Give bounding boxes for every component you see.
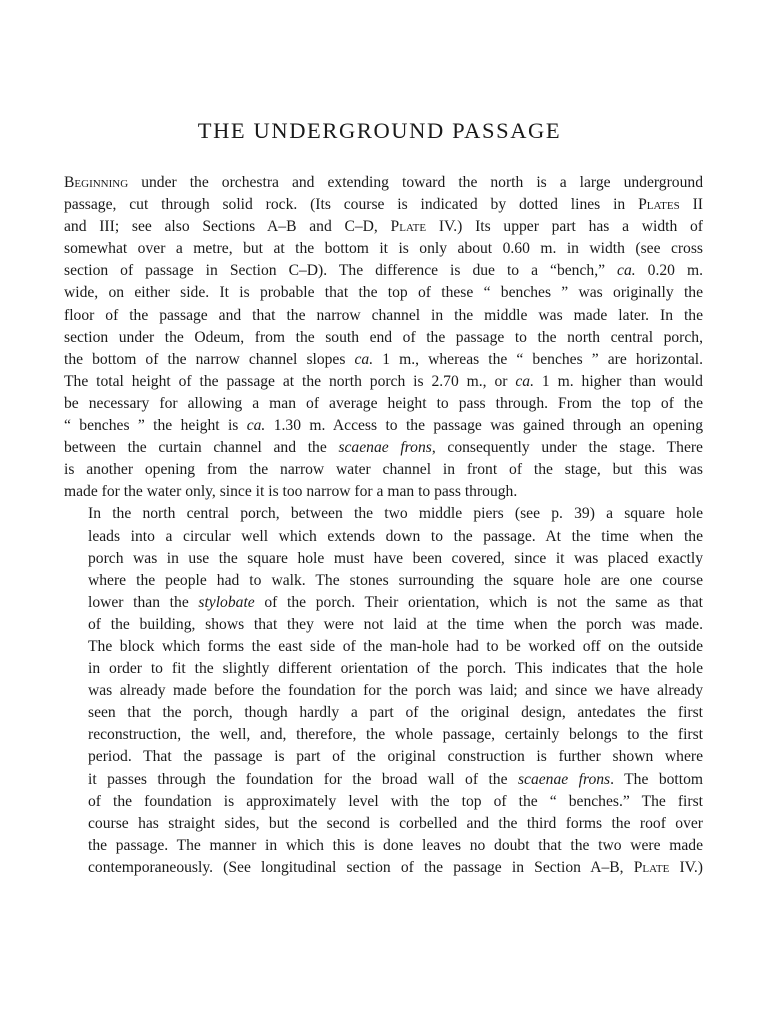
text-span: between the curtain channel and the <box>64 439 339 457</box>
text-line <box>64 769 703 791</box>
text-span: 0.20 m. <box>635 262 703 280</box>
text-span: the bottom of the narrow channel slopes <box>64 350 355 368</box>
text-line <box>64 791 703 813</box>
small-caps-word: Plate <box>633 858 670 876</box>
italic-word: ca. <box>354 350 374 368</box>
text-span: The block which forms the east side of the man-hole had to be worked off on the outside <box>88 637 703 655</box>
text-span: seen that the porch, though hardly a part of the original design, antedates the first <box>88 704 703 722</box>
text-line <box>64 459 703 481</box>
text-span: under the orchestra and extending toward the north is a large underground <box>128 174 703 191</box>
text-line <box>64 813 703 835</box>
text-span: of the foundation is approximately level with the top of the “ benches.” The first <box>88 792 703 810</box>
text-span: “ benches ” the height is <box>64 417 247 435</box>
page-title: THE UNDERGROUND PASSAGE <box>197 118 562 143</box>
text-span: The total height of the passage at the north porch is 2.70 m., or <box>64 372 516 390</box>
text-span: 1 m., whereas the “ benches ” are horizontal. <box>373 350 703 368</box>
text-line <box>64 349 703 371</box>
small-caps-word: Plates <box>638 196 680 214</box>
text-span: 1 m. higher than would <box>534 372 703 390</box>
text-span: floor of the passage and that the narrow channel in the middle was made later. In the <box>64 306 703 324</box>
text-line <box>64 702 703 724</box>
text-line <box>64 305 703 327</box>
text-line <box>64 194 703 216</box>
text-span: lower than the <box>88 593 199 611</box>
text-line <box>64 680 703 702</box>
text-span: where the people had to walk. The stones surrounding the square hole are one course <box>88 571 703 589</box>
text-line <box>64 526 703 548</box>
text-line <box>64 238 703 260</box>
text-line <box>64 282 703 304</box>
text-span: be necessary for allowing a man of average height to pass through. From the top of the <box>64 394 703 412</box>
text-span: 1.30 m. Access to the passage was gained through an opening <box>265 417 703 435</box>
text-span: leads into a circular well which extends down to the passage. At the time when the <box>88 527 703 545</box>
text-line <box>64 437 703 459</box>
text-line <box>64 393 703 415</box>
text-line <box>64 327 703 349</box>
text-span: the passage. The manner in which this is done leaves no doubt that the two were made <box>88 836 703 854</box>
text-line <box>64 658 703 680</box>
text-line <box>64 746 703 768</box>
text-span: made for the water only, since it is too narrow for a man to pass through. <box>64 483 518 501</box>
text-span: porch was in use the square hole must have been covered, since it was placed exactly <box>88 549 703 567</box>
text-span: was already made before the foundation for the porch was laid; and since we have already <box>88 682 703 700</box>
text-span: II <box>679 196 703 214</box>
italic-word: scaenae frons <box>338 439 432 457</box>
text-span: section of passage in Section C–D). The difference is due to a “bench,” <box>64 262 618 280</box>
text-span: of the building, shows that they were not laid at the time when the porch was made. <box>88 615 703 633</box>
text-line <box>64 614 703 636</box>
text-span: IV.) <box>669 858 703 876</box>
text-line <box>64 592 703 614</box>
text-line <box>64 216 703 238</box>
text-span: somewhat over a metre, but at the bottom it is only about 0.60 m. in width (see cross <box>64 240 703 258</box>
text-span: it passes through the foundation for the broad wall of the <box>88 770 518 788</box>
text-line <box>64 481 703 503</box>
text-line <box>64 724 703 746</box>
text-line <box>64 570 703 592</box>
text-line <box>64 172 703 194</box>
text-span: in order to fit the slightly different orientation of the porch. This indicates that the hole <box>88 660 703 678</box>
text-span: course has straight sides, but the second is corbelled and the third forms the roof over <box>88 814 703 832</box>
text-span: of the porch. Their orientation, which is not the same as that <box>254 593 703 611</box>
text-span: IV.) Its upper part has a width of <box>426 218 703 236</box>
italic-word: ca. <box>246 417 266 435</box>
italic-word: scaenae frons <box>517 770 611 788</box>
text-span: In the north central porch, between the two middle piers (see p. 39) a square hole <box>88 505 703 523</box>
italic-word: ca. <box>515 372 534 390</box>
text-span: passage, cut through solid rock. (Its course is indicated by dotted lines in <box>64 196 639 214</box>
text-span: , consequently under the stage. There <box>431 439 703 457</box>
text-line <box>64 415 703 437</box>
paragraph-1 <box>64 172 703 503</box>
text-line <box>64 503 703 525</box>
small-caps-word: Beginning <box>64 174 129 191</box>
text-span: contemporaneously. (See longitudinal section of the passage in Section A–B, <box>88 858 634 876</box>
text-span: section under the Odeum, from the south end of the passage to the north central porch, <box>64 328 703 346</box>
text-span: period. That the passage is part of the original construction is further shown where <box>88 748 703 766</box>
text-span: . The bottom <box>610 770 704 788</box>
italic-word: stylobate <box>198 593 255 611</box>
text-span: and III; see also Sections A–B and C–D, <box>64 218 391 236</box>
body-text <box>64 172 703 879</box>
text-line <box>64 636 703 658</box>
text-span: is another opening from the narrow water channel in front of the stage, but this was <box>64 461 703 479</box>
text-line <box>64 548 703 570</box>
italic-word: ca. <box>617 262 636 280</box>
text-span: reconstruction, the well, and, therefore, the whole passage, certainly belongs to the first <box>88 726 703 744</box>
text-line <box>64 260 703 282</box>
small-caps-word: Plate <box>390 218 427 236</box>
text-line <box>64 371 703 393</box>
text-line <box>64 835 703 857</box>
text-span: wide, on either side. It is probable that the top of these “ benches ” was originally the <box>64 284 703 302</box>
paragraph-2 <box>64 503 703 879</box>
text-line <box>64 857 703 879</box>
